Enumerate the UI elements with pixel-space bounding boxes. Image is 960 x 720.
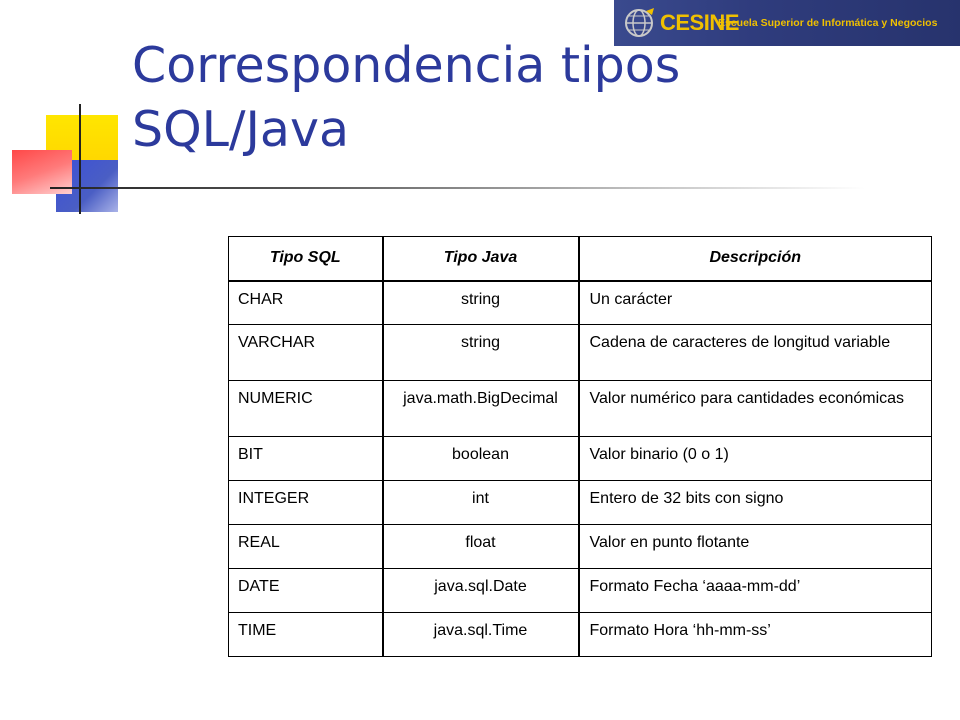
cell-description: Entero de 32 bits con signo	[579, 481, 932, 525]
cell-java-type: int	[383, 481, 579, 525]
cell-java-type: java.sql.Time	[383, 613, 579, 657]
cell-description: Valor numérico para cantidades económicas	[579, 381, 932, 437]
cell-java-type: string	[383, 325, 579, 381]
table-row	[229, 569, 932, 613]
brand-logo: CESINE	[660, 10, 739, 35]
table-row	[229, 525, 932, 569]
slide-title	[132, 34, 752, 162]
cell-java-type: string	[383, 281, 579, 325]
table-row	[229, 437, 932, 481]
decor-vertical-line	[79, 104, 81, 214]
table-row	[229, 325, 932, 381]
cell-description: Cadena de caracteres de longitud variable	[579, 325, 932, 381]
slide-title-line-2: SQL/Java	[132, 101, 349, 158]
cell-description: Valor binario (0 o 1)	[579, 437, 932, 481]
cell-sql-type: VARCHAR	[229, 325, 383, 381]
cell-description: Formato Hora ‘hh-mm-ss’	[579, 613, 932, 657]
cell-java-type: float	[383, 525, 579, 569]
cell-sql-type: NUMERIC	[229, 381, 383, 437]
table-header-row	[229, 237, 932, 281]
slide-title-line-1: Correspondencia tipos	[132, 37, 681, 94]
table-row	[229, 281, 932, 325]
header-description: Descripción	[579, 237, 932, 281]
cell-sql-type: DATE	[229, 569, 383, 613]
cell-sql-type: REAL	[229, 525, 383, 569]
cell-java-type: java.sql.Date	[383, 569, 579, 613]
header-java-type: Tipo Java	[383, 237, 579, 281]
cell-description: Formato Fecha ‘aaaa-mm-dd’	[579, 569, 932, 613]
cell-sql-type: TIME	[229, 613, 383, 657]
header-sql-type: Tipo SQL	[229, 237, 383, 281]
table-row	[229, 613, 932, 657]
cell-description: Valor en punto flotante	[579, 525, 932, 569]
table-row	[229, 381, 932, 437]
cell-java-type: java.math.BigDecimal	[383, 381, 579, 437]
type-mapping-table	[228, 236, 932, 657]
cell-description: Un carácter	[579, 281, 932, 325]
table-row	[229, 481, 932, 525]
cell-sql-type: CHAR	[229, 281, 383, 325]
school-name: Escuela Superior de Informática y Negocios	[718, 17, 938, 29]
cell-java-type: boolean	[383, 437, 579, 481]
cell-sql-type: BIT	[229, 437, 383, 481]
title-underline	[50, 187, 865, 189]
cell-sql-type: INTEGER	[229, 481, 383, 525]
